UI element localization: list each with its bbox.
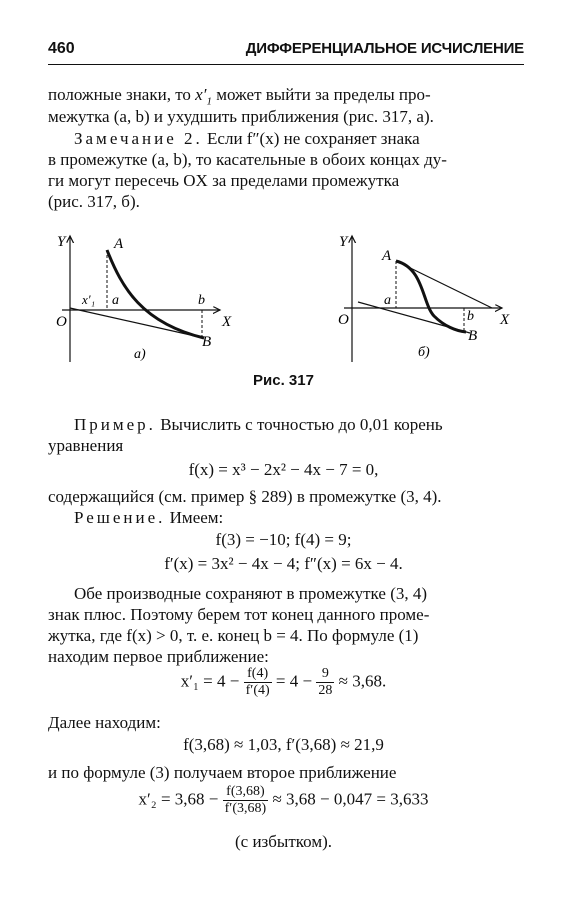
equation-2: f(3) = −10; f(4) = 9; xyxy=(215,530,352,549)
equation-1: f(x) = x³ − 2x² − 4x − 7 = 0, xyxy=(188,460,379,479)
subcaption-a: а) xyxy=(134,347,146,362)
figure-caption: Рис. 317 xyxy=(253,372,314,389)
label-b: b xyxy=(198,293,205,308)
remark-line: Замечание 2. Если f″(x) не сохраняет знака xyxy=(74,129,420,148)
remark-line: в промежутке (a, b), то касательные в обоих концах ду- xyxy=(48,150,447,169)
remark-line: ги могут пересечь OX за пределами промежутка xyxy=(48,171,400,190)
fraction: $\frac{f(4)}{f'(4)}$ xyxy=(245,666,270,698)
label-B: B xyxy=(468,328,478,344)
page-header xyxy=(48,40,524,65)
example-line: уравнения xyxy=(48,436,124,455)
solution-line: Решение. Имеем: xyxy=(74,508,224,527)
equation-3: f′(x) = 3x² − 4x − 4; f″(x) = 6x − 4. xyxy=(164,554,403,573)
figure-317a xyxy=(52,228,242,368)
paragraph-line: межутка (a, b) и ухудшить приближения (рис. 317, a). xyxy=(48,107,434,126)
closing-note: (с избытком). xyxy=(234,832,332,851)
label-b: b xyxy=(467,309,474,324)
equation-6: x′₂ = 3,68 − $\frac{f(3,68)}{f'(3,68)}$ ≈ 3,68 − 0,047 = 3,633 xyxy=(138,784,429,816)
label-x: X xyxy=(222,314,232,330)
example-heading: Пример. xyxy=(74,415,156,434)
example-line: Пример. Вычислить с точностью до 0,01 корень xyxy=(74,415,443,434)
curve xyxy=(396,261,466,332)
remark-line: (рис. 317, б). xyxy=(48,192,140,211)
fraction: $\frac{9}{28}$ xyxy=(318,666,333,698)
label-y: Y xyxy=(57,234,66,250)
paragraph-line: Далее находим: xyxy=(48,713,161,732)
equation-5: f(3,68) ≈ 1,03, f′(3,68) ≈ 21,9 xyxy=(183,735,384,754)
fraction: $\frac{f(3,68)}{f'(3,68)}$ xyxy=(224,784,267,816)
running-title: ДИФФЕРЕНЦИАЛЬНОЕ ИСЧИСЛЕНИЕ xyxy=(245,40,524,57)
label-a: a xyxy=(384,293,391,308)
label-x1: x′₁ xyxy=(82,292,96,307)
solution-heading: Решение. xyxy=(74,508,166,527)
example-line: содержащийся (см. пример § 289) в промежутке (3, 4). xyxy=(48,487,442,506)
page-number: 460 xyxy=(48,40,75,57)
paragraph-line: жутка, где f(x) > 0, т. е. конец b = 4. По формуле (1) xyxy=(48,626,419,645)
paragraph-line: Обе производные сохраняют в промежутке (3, 4) xyxy=(74,584,428,603)
paragraph-line: знак плюс. Поэтому берем тот конец данного проме- xyxy=(48,605,430,624)
remark-heading: Замечание 2. xyxy=(74,129,203,148)
label-o: O xyxy=(338,312,349,328)
label-x: X xyxy=(500,312,510,328)
paragraph-line: положные знаки, то $x'_1$ может выйти за пределы про- xyxy=(48,85,431,108)
equation-4: x′₁ = 4 − $\frac{f(4)}{f'(4)}$ = 4 − $\frac{9}{28}$ ≈ 3,68. xyxy=(180,666,387,698)
label-A: A xyxy=(114,236,124,252)
label-y: Y xyxy=(339,234,348,250)
curve xyxy=(107,250,204,338)
label-a: a xyxy=(112,293,119,308)
label-B: B xyxy=(202,334,212,350)
paragraph-line: и по формуле (3) получаем второе приближение xyxy=(48,763,397,782)
paragraph-line: находим первое приближение: xyxy=(48,647,269,666)
label-o: O xyxy=(56,314,67,330)
figure-317b xyxy=(334,228,524,368)
subcaption-b: б) xyxy=(418,345,430,360)
label-A: A xyxy=(382,248,392,264)
